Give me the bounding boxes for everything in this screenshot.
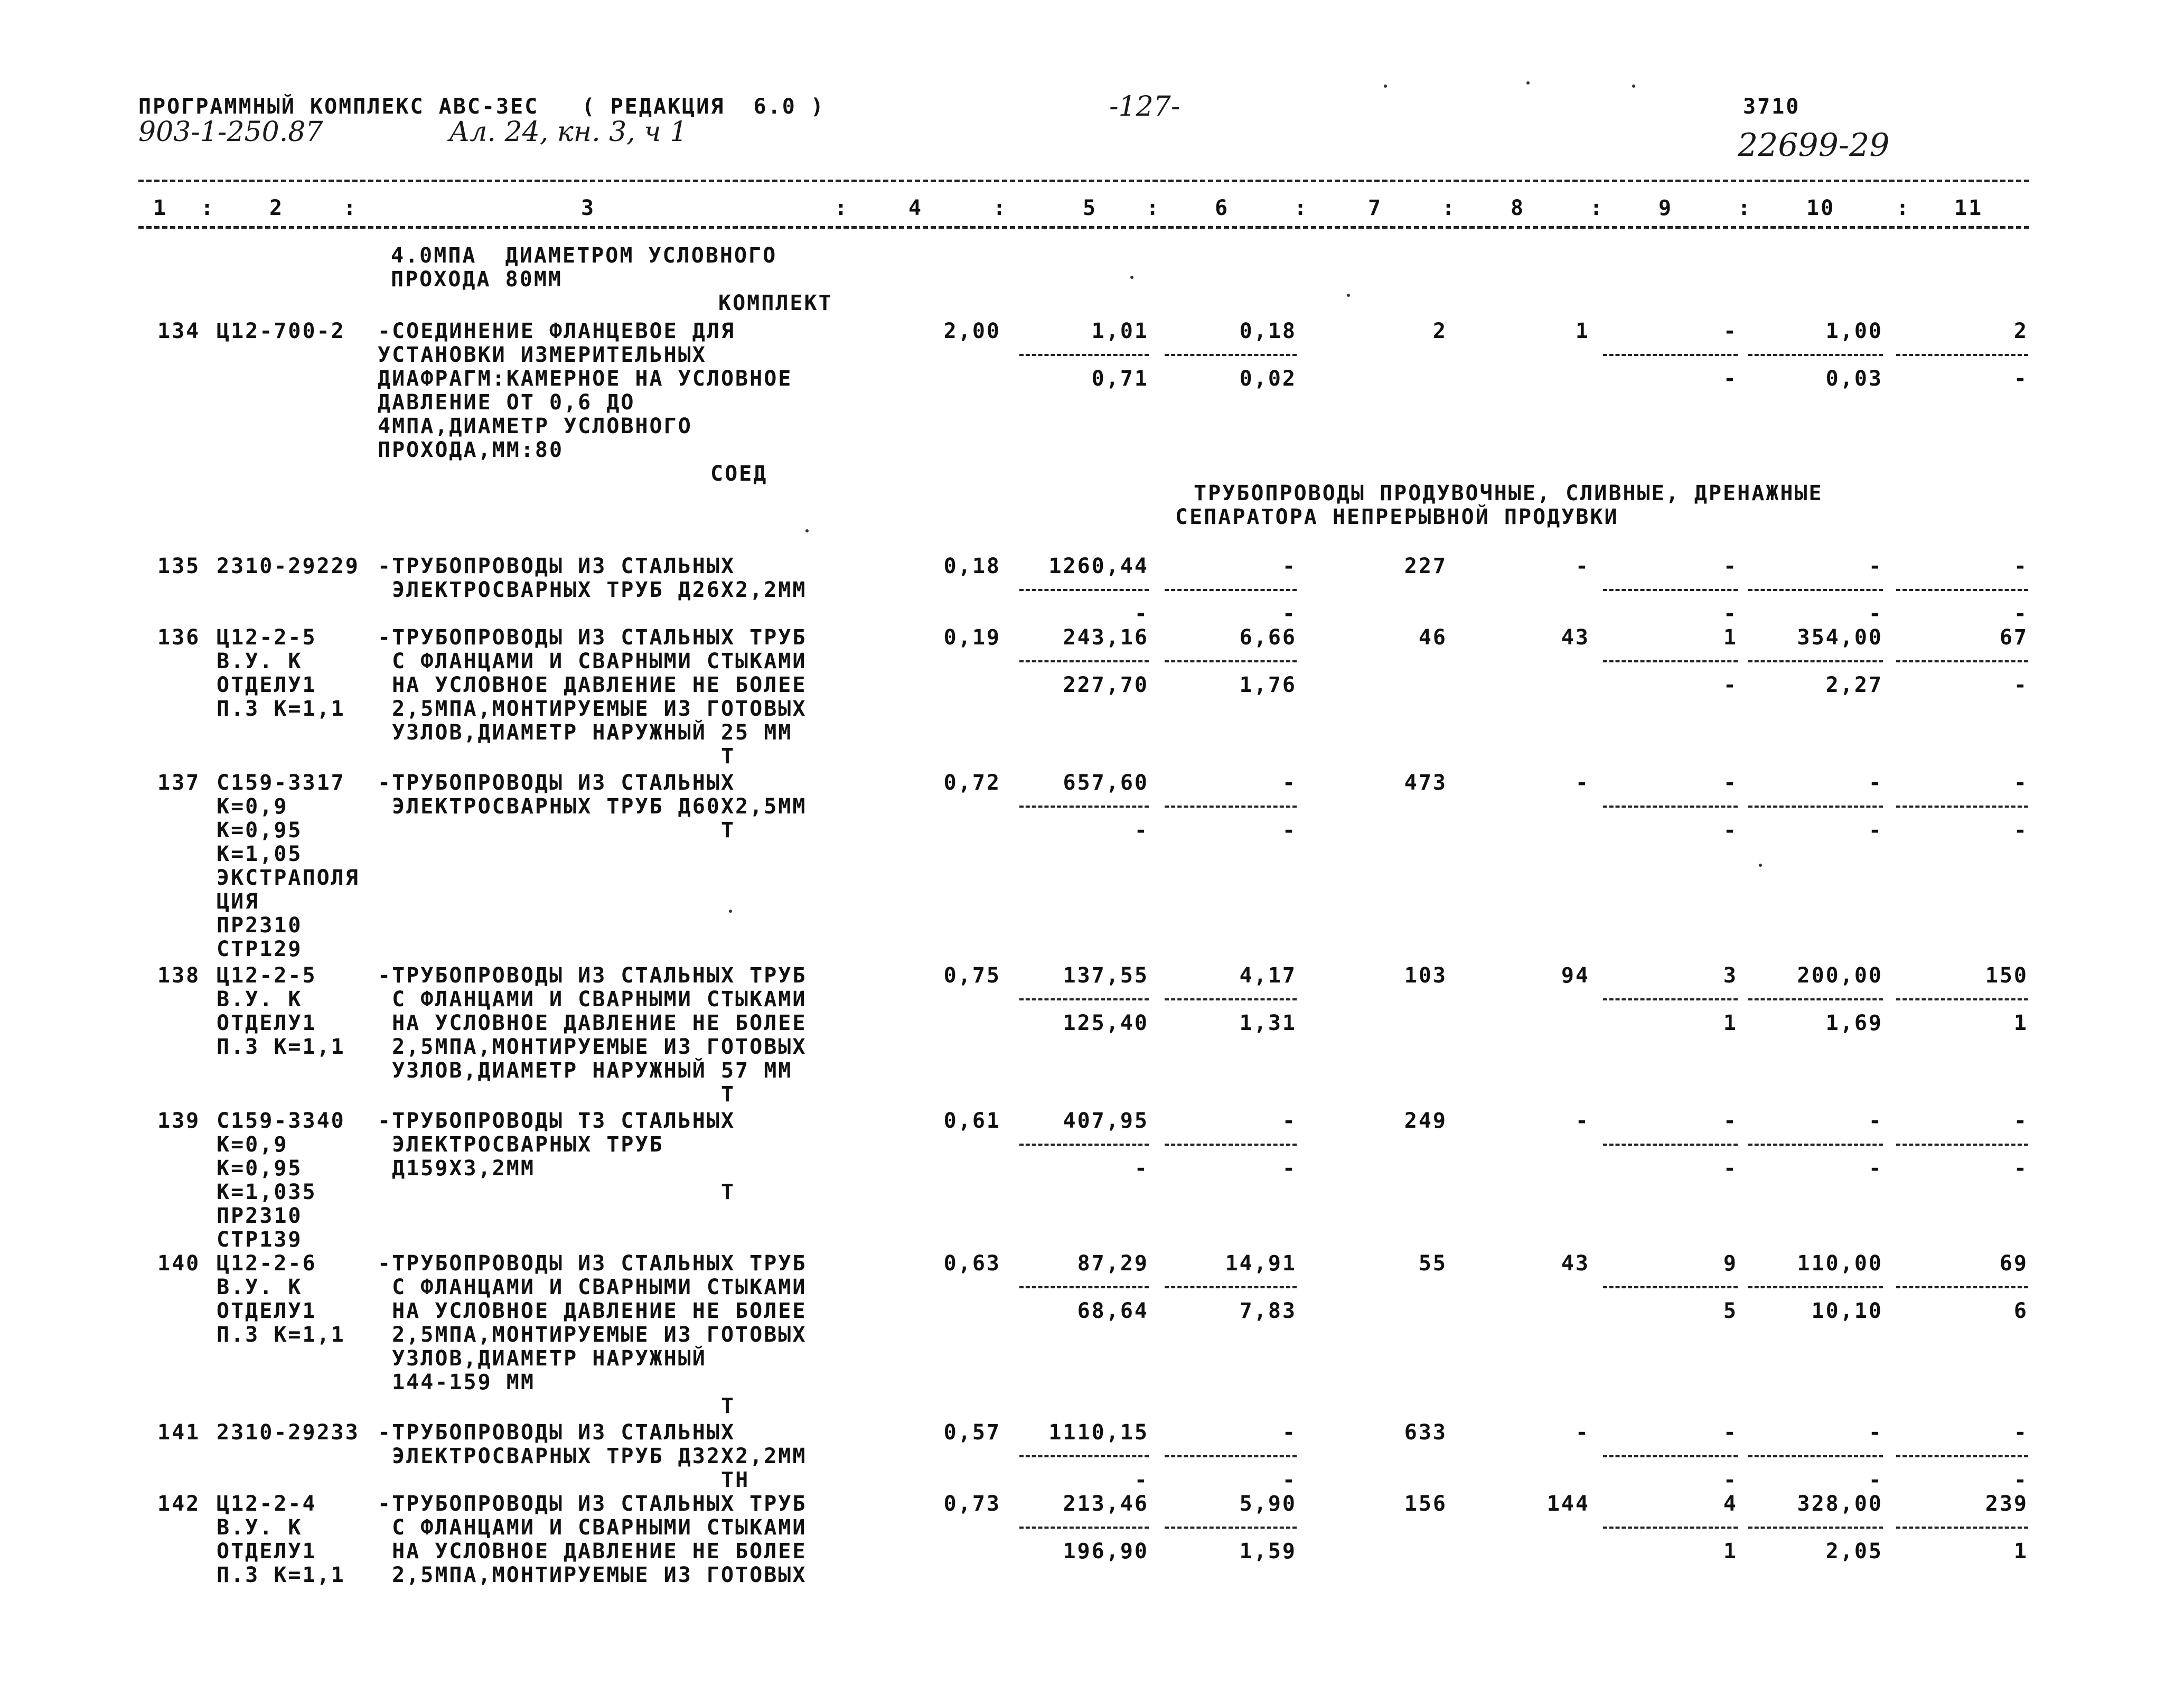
row-description: 2,5МПА,МОНТИРУЕМЫЕ ИЗ ГОТОВЫХ <box>378 1035 807 1059</box>
cell-c9: - <box>1723 367 1738 391</box>
cell-c4: 0,57 <box>943 1420 1001 1445</box>
cell-c5: 407,95 <box>1063 1109 1149 1133</box>
row-description: -ТРУБОПРОВОДЫ ТЗ СТАЛЬНЫХ <box>378 1109 736 1133</box>
header-rule-bottom <box>138 226 2029 229</box>
cell-c10: 110,00 <box>1797 1251 1883 1276</box>
cell-c8: - <box>1575 1109 1590 1133</box>
cell-divider-rule <box>1165 998 1297 1000</box>
row-code: П.3 К=1,1 <box>217 1563 345 1587</box>
cell-c11: 1 <box>2013 1011 2028 1035</box>
cell-divider-rule <box>1165 1286 1297 1288</box>
cell-c7: 2 <box>1432 319 1447 343</box>
cell-c9: 1 <box>1723 1539 1738 1564</box>
row-code: Ц12-2-6 <box>217 1251 317 1276</box>
cell-c9: 1 <box>1723 625 1738 650</box>
cell-c6: 1,31 <box>1239 1011 1297 1035</box>
cell-c9: - <box>1723 1156 1738 1181</box>
cell-c4: 0,72 <box>943 771 1001 795</box>
column-header-11: 11 <box>1954 196 1983 220</box>
cell-divider-rule <box>1896 1286 2028 1288</box>
cell-c9: - <box>1723 602 1738 626</box>
continued-note-line-2: ПРОХОДА 80ММ <box>391 267 563 292</box>
cell-divider-rule <box>1748 589 1883 591</box>
cell-c4: 0,63 <box>943 1251 1001 1276</box>
row-description: ПРОХОДА,ММ:80 <box>378 438 564 462</box>
cell-c10: 10,10 <box>1811 1299 1883 1323</box>
cell-c11: - <box>2013 554 2028 578</box>
cell-divider-rule <box>1019 660 1149 662</box>
cell-divider-rule <box>1019 589 1149 591</box>
row-code: К=1,05 <box>217 842 303 866</box>
row-code: ОТДЕЛУ1 <box>217 1299 317 1323</box>
cell-c9: 4 <box>1723 1492 1738 1516</box>
cell-c5: - <box>1134 1156 1149 1181</box>
row-description: -ТРУБОПРОВОДЫ ИЗ СТАЛЬНЫХ <box>378 1420 736 1445</box>
row-number: 137 <box>157 771 201 795</box>
scan-speck <box>729 910 732 913</box>
cell-c10: - <box>1868 602 1883 626</box>
cell-c8: - <box>1575 1420 1590 1445</box>
column-header-8: 8 <box>1511 196 1525 220</box>
column-header-9: 9 <box>1658 196 1673 220</box>
cell-c5: 1260,44 <box>1048 554 1149 578</box>
cell-c10: 328,00 <box>1797 1492 1883 1516</box>
cell-divider-rule <box>1896 1144 2028 1146</box>
row-description: НА УСЛОВНОЕ ДАВЛЕНИЕ НЕ БОЛЕЕ <box>378 1539 807 1564</box>
cell-divider-rule <box>1019 1527 1149 1529</box>
row-code: ОТДЕЛУ1 <box>217 1539 317 1564</box>
cell-c6: 5,90 <box>1239 1492 1297 1516</box>
row-number: 135 <box>157 554 201 578</box>
row-code: СТР129 <box>217 937 303 961</box>
cell-c10: - <box>1868 1109 1883 1133</box>
cell-divider-rule <box>1748 1455 1883 1457</box>
row-code: ОТДЕЛУ1 <box>217 673 317 697</box>
row-number: 140 <box>157 1251 201 1276</box>
cell-c7: 227 <box>1404 554 1447 578</box>
cell-c5: 213,46 <box>1063 1492 1149 1516</box>
row-description: 4МПА,ДИАМЕТР УСЛОВНОГО <box>378 414 692 438</box>
header-rule-top <box>138 180 2029 182</box>
cell-c11: 239 <box>1985 1492 2028 1516</box>
cell-c5: 657,60 <box>1063 771 1149 795</box>
cell-divider-rule <box>1896 589 2028 591</box>
row-code: С159-3340 <box>217 1109 345 1133</box>
document-number: 22699-29 <box>1738 127 1890 164</box>
column-separator: : <box>1738 196 1752 220</box>
doc-reference: 903-1-250.87 <box>138 116 323 148</box>
row-code: К=0,9 <box>217 1132 288 1157</box>
cell-c5: 196,90 <box>1063 1539 1149 1564</box>
cell-c8: 43 <box>1561 625 1590 650</box>
cell-c6: - <box>1282 1156 1297 1181</box>
cell-c5: - <box>1134 602 1149 626</box>
cell-divider-rule <box>1019 806 1149 808</box>
row-description: С ФЛАНЦАМИ И СВАРНЫМИ СТЫКАМИ <box>378 1275 807 1299</box>
row-code: П.3 К=1,1 <box>217 1035 345 1059</box>
row-description: ЭЛЕКТРОСВАРНЫХ ТРУБ Д26Х2,2ММ <box>378 578 807 602</box>
cell-c4: 2,00 <box>943 319 1001 343</box>
cell-divider-rule <box>1165 589 1297 591</box>
cell-c9: 3 <box>1723 963 1738 988</box>
cell-divider-rule <box>1603 354 1738 356</box>
cell-c6: - <box>1282 602 1297 626</box>
cell-c4: 0,75 <box>943 963 1001 988</box>
cell-c11: - <box>2013 818 2028 843</box>
row-number: 134 <box>157 319 201 343</box>
cell-c4: 0,19 <box>943 625 1001 650</box>
cell-c5: 227,70 <box>1063 673 1149 697</box>
row-code: 2310-29229 <box>217 554 360 578</box>
program-title: ПРОГРАММНЫЙ КОМПЛЕКС АВС-3ЕС ( РЕДАКЦИЯ 6.0 ) <box>138 95 825 119</box>
column-header-4: 4 <box>908 196 923 220</box>
row-code: К=0,95 <box>217 818 303 843</box>
column-separator: : <box>1896 196 1911 220</box>
cell-divider-rule <box>1603 1286 1738 1288</box>
row-description: НА УСЛОВНОЕ ДАВЛЕНИЕ НЕ БОЛЕЕ <box>378 1011 807 1035</box>
cell-c7: 46 <box>1418 625 1447 650</box>
cell-divider-rule <box>1896 998 2028 1000</box>
cell-c6: 6,66 <box>1239 625 1297 650</box>
cell-c11: - <box>2013 367 2028 391</box>
cell-c10: 2,27 <box>1825 673 1883 697</box>
cell-c6: 4,17 <box>1239 963 1297 988</box>
cell-c5: 137,55 <box>1063 963 1149 988</box>
cell-divider-rule <box>1165 806 1297 808</box>
row-description: 2,5МПА,МОНТИРУЕМЫЕ ИЗ ГОТОВЫХ <box>378 697 807 721</box>
row-number: 142 <box>157 1492 201 1516</box>
cell-c5: 1110,15 <box>1048 1420 1149 1445</box>
cell-c10: - <box>1868 1468 1883 1492</box>
cell-c9: - <box>1723 319 1738 343</box>
scan-speck <box>1632 85 1635 88</box>
cell-c9: - <box>1723 554 1738 578</box>
row-description: Д159Х3,2ММ <box>378 1156 535 1181</box>
cell-c9: - <box>1723 673 1738 697</box>
page-code: 3710 <box>1743 95 1801 119</box>
cell-c6: 14,91 <box>1225 1251 1297 1276</box>
cell-c9: 1 <box>1723 1011 1738 1035</box>
row-description: С ФЛАНЦАМИ И СВАРНЫМИ СТЫКАМИ <box>378 649 807 673</box>
cell-divider-rule <box>1019 998 1149 1000</box>
column-header-1: 1 <box>153 196 168 220</box>
cell-c11: - <box>2013 771 2028 795</box>
row-code: П.3 К=1,1 <box>217 1323 345 1347</box>
cell-c5: 0,71 <box>1091 367 1149 391</box>
cell-c7: 103 <box>1404 963 1447 988</box>
scan-speck <box>1384 85 1387 88</box>
cell-c7: 249 <box>1404 1109 1447 1133</box>
cell-c8: - <box>1575 554 1590 578</box>
cell-c6: - <box>1282 1420 1297 1445</box>
column-separator: : <box>1294 196 1309 220</box>
row-code: В.У. К <box>217 649 303 673</box>
cell-c10: - <box>1868 1420 1883 1445</box>
cell-c5: 1,01 <box>1091 319 1149 343</box>
cell-c10: - <box>1868 1156 1883 1181</box>
cell-divider-rule <box>1896 1527 2028 1529</box>
cell-divider-rule <box>1019 1144 1149 1146</box>
cell-c11: - <box>2013 1468 2028 1492</box>
cell-c6: 1,76 <box>1239 673 1297 697</box>
row-code: С159-3317 <box>217 771 345 795</box>
row-description: ЭЛЕКТРОСВАРНЫХ ТРУБ <box>378 1132 664 1157</box>
cell-c11: - <box>2013 1109 2028 1133</box>
column-separator: : <box>993 196 1008 220</box>
continued-note-unit: КОМПЛЕКТ <box>718 291 833 315</box>
row-code: ЭКСТРАПОЛЯ <box>217 866 360 890</box>
cell-c9: - <box>1723 1420 1738 1445</box>
cell-c5: 68,64 <box>1077 1299 1149 1323</box>
cell-c9: 5 <box>1723 1299 1738 1323</box>
row-description: УЗЛОВ,ДИАМЕТР НАРУЖНЫЙ 25 ММ <box>378 720 793 745</box>
row-unit: ТН <box>721 1468 750 1492</box>
row-code: ОТДЕЛУ1 <box>217 1011 317 1035</box>
row-unit: Т <box>721 744 736 769</box>
cell-divider-rule <box>1896 660 2028 662</box>
cell-c8: 1 <box>1575 319 1590 343</box>
cell-c8: 144 <box>1546 1492 1590 1516</box>
cell-c7: 55 <box>1418 1251 1447 1276</box>
cell-divider-rule <box>1019 354 1149 356</box>
row-description: С ФЛАНЦАМИ И СВАРНЫМИ СТЫКАМИ <box>378 987 807 1012</box>
cell-c6: - <box>1282 818 1297 843</box>
row-code: Ц12-700-2 <box>217 319 345 343</box>
cell-c7: 473 <box>1404 771 1447 795</box>
row-description: ДИАФРАГМ:КАМЕРНОЕ НА УСЛОВНОЕ <box>378 367 793 391</box>
cell-c11: - <box>2013 1156 2028 1181</box>
scan-speck <box>1347 294 1350 297</box>
cell-c6: - <box>1282 554 1297 578</box>
cell-divider-rule <box>1019 1455 1149 1457</box>
row-number: 138 <box>157 963 201 988</box>
cell-c10: 1,00 <box>1825 319 1883 343</box>
row-code: ЦИЯ <box>217 890 260 914</box>
row-unit: Т <box>721 1082 736 1107</box>
column-separator: : <box>1590 196 1605 220</box>
row-description: -ТРУБОПРОВОДЫ ИЗ СТАЛЬНЫХ ТРУБ <box>378 625 807 650</box>
cell-c11: - <box>2013 673 2028 697</box>
cell-c10: 200,00 <box>1797 963 1883 988</box>
cell-divider-rule <box>1603 806 1738 808</box>
cell-c6: 0,02 <box>1239 367 1297 391</box>
row-description: НА УСЛОВНОЕ ДАВЛЕНИЕ НЕ БОЛЕЕ <box>378 1299 807 1323</box>
column-separator: : <box>1146 196 1161 220</box>
cell-divider-rule <box>1896 1455 2028 1457</box>
cell-c8: 43 <box>1561 1251 1590 1276</box>
row-number: 139 <box>157 1109 201 1133</box>
cell-c8: - <box>1575 771 1590 795</box>
scan-speck <box>805 529 809 532</box>
cell-c11: - <box>2013 602 2028 626</box>
cell-c8: 94 <box>1561 963 1590 988</box>
cell-c11: 67 <box>1999 625 2028 650</box>
row-code: ПР2310 <box>217 1204 303 1228</box>
cell-divider-rule <box>1603 998 1738 1000</box>
row-description: УЗЛОВ,ДИАМЕТР НАРУЖНЫЙ 57 ММ <box>378 1059 793 1083</box>
column-header-2: 2 <box>269 196 284 220</box>
scan-speck <box>1526 81 1530 85</box>
page-number: -127- <box>1109 91 1180 123</box>
column-separator: : <box>1442 196 1457 220</box>
row-description: -ТРУБОПРОВОДЫ ИЗ СТАЛЬНЫХ ТРУБ <box>378 1492 807 1516</box>
cell-c5: - <box>1134 818 1149 843</box>
cell-divider-rule <box>1603 1527 1738 1529</box>
cell-divider-rule <box>1165 354 1297 356</box>
column-header-3: 3 <box>581 196 596 220</box>
row-description: -СОЕДИНЕНИЕ ФЛАНЦЕВОЕ ДЛЯ <box>378 319 736 343</box>
row-description: -ТРУБОПРОВОДЫ ИЗ СТАЛЬНЫХ ТРУБ <box>378 963 807 988</box>
row-code: К=1,035 <box>217 1180 317 1204</box>
cell-c4: 0,18 <box>943 554 1001 578</box>
cell-c4: 0,73 <box>943 1492 1001 1516</box>
cell-c10: 2,05 <box>1825 1539 1883 1564</box>
row-code: П.3 К=1,1 <box>217 697 345 721</box>
row-description: ЭЛЕКТРОСВАРНЫХ ТРУБ Д60Х2,5ММ <box>378 794 807 819</box>
cell-divider-rule <box>1603 589 1738 591</box>
cell-c5: - <box>1134 1468 1149 1492</box>
column-separators: : <box>201 196 215 220</box>
row-code: ПР2310 <box>217 913 303 938</box>
cell-c11: 69 <box>1999 1251 2028 1276</box>
section-title-line-2: СЕПАРАТОРА НЕПРЕРЫВНОЙ ПРОДУВКИ <box>1175 505 1619 529</box>
cell-c9: 9 <box>1723 1251 1738 1276</box>
column-separator: : <box>835 196 849 220</box>
row-description: УСТАНОВКИ ИЗМЕРИТЕЛЬНЫХ <box>378 343 707 367</box>
row-code: Ц12-2-5 <box>217 625 317 650</box>
cell-c9: - <box>1723 818 1738 843</box>
cell-c5: 87,29 <box>1077 1251 1149 1276</box>
cell-divider-rule <box>1603 1455 1738 1457</box>
cell-c6: 1,59 <box>1239 1539 1297 1564</box>
row-unit: Т <box>721 1394 736 1418</box>
cell-c6: - <box>1282 1109 1297 1133</box>
cell-divider-rule <box>1165 660 1297 662</box>
cell-c5: 125,40 <box>1063 1011 1149 1035</box>
cell-divider-rule <box>1165 1455 1297 1457</box>
row-code: В.У. К <box>217 1275 303 1299</box>
row-description: ЭЛЕКТРОСВАРНЫХ ТРУБ Д32Х2,2ММ <box>378 1444 807 1468</box>
cell-divider-rule <box>1748 998 1883 1000</box>
section-title-line-1: ТРУБОПРОВОДЫ ПРОДУВОЧНЫЕ, СЛИВНЫЕ, ДРЕНАЖНЫЕ <box>1194 481 1823 506</box>
column-header-7: 7 <box>1368 196 1383 220</box>
cell-c11: 1 <box>2013 1539 2028 1564</box>
scan-speck <box>1130 276 1133 279</box>
row-description: УЗЛОВ,ДИАМЕТР НАРУЖНЫЙ <box>378 1346 707 1371</box>
cell-c11: - <box>2013 1420 2028 1445</box>
cell-c4: 0,61 <box>943 1109 1001 1133</box>
cell-c11: 150 <box>1985 963 2028 988</box>
cell-c5: 243,16 <box>1063 625 1149 650</box>
sheet-reference: Ал. 24, кн. 3, ч 1 <box>449 116 688 148</box>
continued-note-line-1: 4.0МПА ДИАМЕТРОМ УСЛОВНОГО <box>391 244 777 268</box>
cell-c10: - <box>1868 554 1883 578</box>
cell-c11: 2 <box>2013 319 2028 343</box>
row-code: К=0,9 <box>217 794 288 819</box>
cell-c9: - <box>1723 1109 1738 1133</box>
cell-divider-rule <box>1165 1144 1297 1146</box>
cell-divider-rule <box>1748 1527 1883 1529</box>
cell-divider-rule <box>1019 1286 1149 1288</box>
cell-c7: 633 <box>1404 1420 1447 1445</box>
cell-divider-rule <box>1896 806 2028 808</box>
cell-c10: - <box>1868 818 1883 843</box>
column-separator: : <box>343 196 358 220</box>
row-unit: СОЕД <box>710 462 768 486</box>
cell-divider-rule <box>1748 660 1883 662</box>
column-header-5: 5 <box>1083 196 1098 220</box>
cell-c6: 0,18 <box>1239 319 1297 343</box>
cell-c10: - <box>1868 771 1883 795</box>
cell-c10: 354,00 <box>1797 625 1883 650</box>
row-description: -ТРУБОПРОВОДЫ ИЗ СТАЛЬНЫХ <box>378 554 736 578</box>
row-description: 2,5МПА,МОНТИРУЕМЫЕ ИЗ ГОТОВЫХ <box>378 1563 807 1587</box>
cell-c10: 1,69 <box>1825 1011 1883 1035</box>
cell-divider-rule <box>1896 354 2028 356</box>
cell-divider-rule <box>1165 1527 1297 1529</box>
cell-divider-rule <box>1748 1286 1883 1288</box>
cell-c9: - <box>1723 1468 1738 1492</box>
row-description: ДАВЛЕНИЕ ОТ 0,6 ДО <box>378 390 635 415</box>
cell-c6: - <box>1282 771 1297 795</box>
row-code: К=0,95 <box>217 1156 303 1181</box>
cell-c11: 6 <box>2013 1299 2028 1323</box>
row-code: СТР139 <box>217 1228 303 1252</box>
scan-speck <box>1759 864 1762 867</box>
row-description: -ТРУБОПРОВОДЫ ИЗ СТАЛЬНЫХ ТРУБ <box>378 1251 807 1276</box>
row-code: Ц12-2-4 <box>217 1492 317 1516</box>
cell-c6: 7,83 <box>1239 1299 1297 1323</box>
column-header-10: 10 <box>1806 196 1835 220</box>
cell-c6: - <box>1282 1468 1297 1492</box>
cell-divider-rule <box>1748 806 1883 808</box>
row-unit: Т <box>721 1180 736 1204</box>
cell-divider-rule <box>1603 660 1738 662</box>
row-number: 141 <box>157 1420 201 1445</box>
cell-c9: - <box>1723 771 1738 795</box>
row-unit: Т <box>721 818 736 843</box>
cell-c10: 0,03 <box>1825 367 1883 391</box>
row-code: Ц12-2-5 <box>217 963 317 988</box>
cell-divider-rule <box>1748 1144 1883 1146</box>
row-description: 2,5МПА,МОНТИРУЕМЫЕ ИЗ ГОТОВЫХ <box>378 1323 807 1347</box>
cell-divider-rule <box>1748 354 1883 356</box>
column-header-6: 6 <box>1215 196 1230 220</box>
row-code: 2310-29233 <box>217 1420 360 1445</box>
row-code: В.У. К <box>217 1515 303 1540</box>
row-description: С ФЛАНЦАМИ И СВАРНЫМИ СТЫКАМИ <box>378 1515 807 1540</box>
row-description: -ТРУБОПРОВОДЫ ИЗ СТАЛЬНЫХ <box>378 771 736 795</box>
row-number: 136 <box>157 625 201 650</box>
row-description: 144-159 ММ <box>378 1370 535 1394</box>
cell-divider-rule <box>1603 1144 1738 1146</box>
cell-c7: 156 <box>1404 1492 1447 1516</box>
row-code: В.У. К <box>217 987 303 1012</box>
row-description: НА УСЛОВНОЕ ДАВЛЕНИЕ НЕ БОЛЕЕ <box>378 673 807 697</box>
